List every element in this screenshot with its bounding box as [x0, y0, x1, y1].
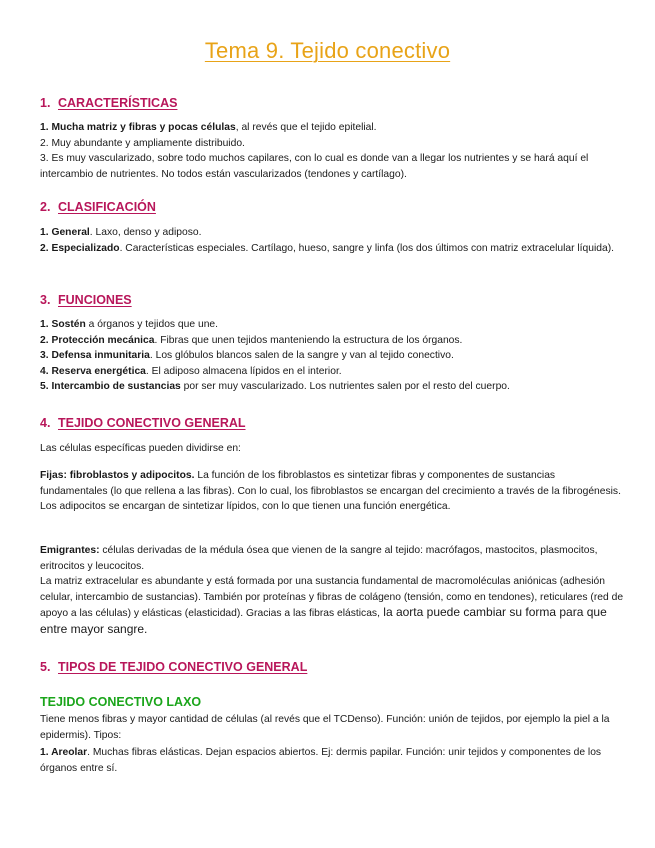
section-heading-tipos [40, 660, 307, 674]
paragraph-laxo: Tiene menos fibras y mayor cantidad de células (al revés que el TCDenso). Función: unión de tejidos, por ejemplo la piel a la epidermis). Tipos: [40, 714, 610, 741]
section-intro: Las células específicas pueden dividirse en: [40, 443, 241, 454]
list-item: 2. Protección mecánica. Fibras que unen tejidos manteniendo la estructura de los órganos. [40, 334, 463, 346]
paragraph-fijas: Fijas: fibroblastos y adipocitos. La función de los fibroblastos es sintetizar fibras y componentes de sustancias fundamentales (lo que rellena a las fibras). Con lo cual, los fibroblastos se encargan del crecimiento a través de la fibrogénesis. Los adipocitos se encargan de sintetizar lípidos, con lo que tienen una función energética. [40, 470, 621, 513]
list-item: 2. Especializado. Características especiales. Cartílago, hueso, sangre y linfa (los dos últimos con matriz extracelular líquida). [40, 242, 615, 254]
list-item: 3. Defensa inmunitaria. Los glóbulos blancos salen de la sangre y van al tejido conectivo. [40, 350, 454, 362]
paragraph-areolar: 1. Areolar. Muchas fibras elásticas. Dejan espacios abiertos. Ej: dermis papilar. Función: unir tejidos y componentes de los órganos entre sí. [40, 747, 602, 774]
list-item: 1. Mucha matriz y fibras y pocas células, al revés que el tejido epitelial. [40, 122, 377, 133]
section-title: TEJIDO CONECTIVO GENERAL [58, 416, 246, 430]
section-heading-tejido-conectivo-general [40, 416, 246, 430]
section-heading-funciones [40, 293, 132, 307]
list-item: 5. Intercambio de sustancias por ser muy vascularizado. Los nutrientes salen por el resto del cuerpo. [40, 381, 510, 393]
page-title: Tema 9. Tejido conectivo [204, 38, 451, 63]
section-number: 2. [40, 200, 51, 214]
section-body-funciones [40, 317, 625, 395]
list-item: 1. General. Laxo, denso y adiposo. [40, 227, 202, 238]
list-item: 3. Es muy vascularizado, sobre todo muchos capilares, con lo cual es donde van a llegar los nutrientes y se hará aquí el intercambio de nutrientes. No todos están vascularizados (tendones y cartílago). [40, 153, 589, 180]
paragraph-emigrantes: Emigrantes: células derivadas de la médula ósea que vienen de la sangre al tejido: macrófagos, mastocitos, plasmocitos, eritrocitos y leucocitos. [40, 545, 598, 572]
list-item: 4. Reserva energética. El adiposo almacena lípidos en el interior. [40, 365, 342, 377]
section-title: FUNCIONES [58, 293, 132, 307]
section-body-caracteristicas [40, 120, 625, 182]
section-title: CLASIFICACIÓN [58, 200, 156, 214]
section-title: TIPOS DE TEJIDO CONECTIVO GENERAL [58, 660, 308, 674]
subheading-tejido-conectivo-laxo: TEJIDO CONECTIVO LAXO [40, 695, 202, 709]
section-number: 1. [40, 96, 51, 110]
section-body-clasificacion [40, 225, 625, 256]
section-title: CARACTERÍSTICAS [58, 96, 178, 110]
section-heading-clasificacion [40, 200, 156, 214]
list-item: 2. Muy abundante y ampliamente distribuido. [40, 137, 245, 149]
section-number: 3. [40, 293, 51, 307]
section-number: 5. [40, 660, 51, 674]
section-number: 4. [40, 416, 51, 430]
section-heading-caracteristicas [40, 96, 177, 110]
list-item: 1. Sostén a órganos y tejidos que une. [40, 319, 219, 330]
paragraph-matriz: La matriz extracelular es abundante y está formada por una sustancia fundamental de macromoléculas aniónicas (adhesión celular, intercambio de sustancias). También por proteínas y fibras de colágeno (tensión, como en tendones), reticulares (red de apoyo a las células) y elásticas (elasticidad). Gracias a las fibras elásticas, la aorta puede cambiar su forma para que entre mayor sangre. [40, 576, 624, 636]
